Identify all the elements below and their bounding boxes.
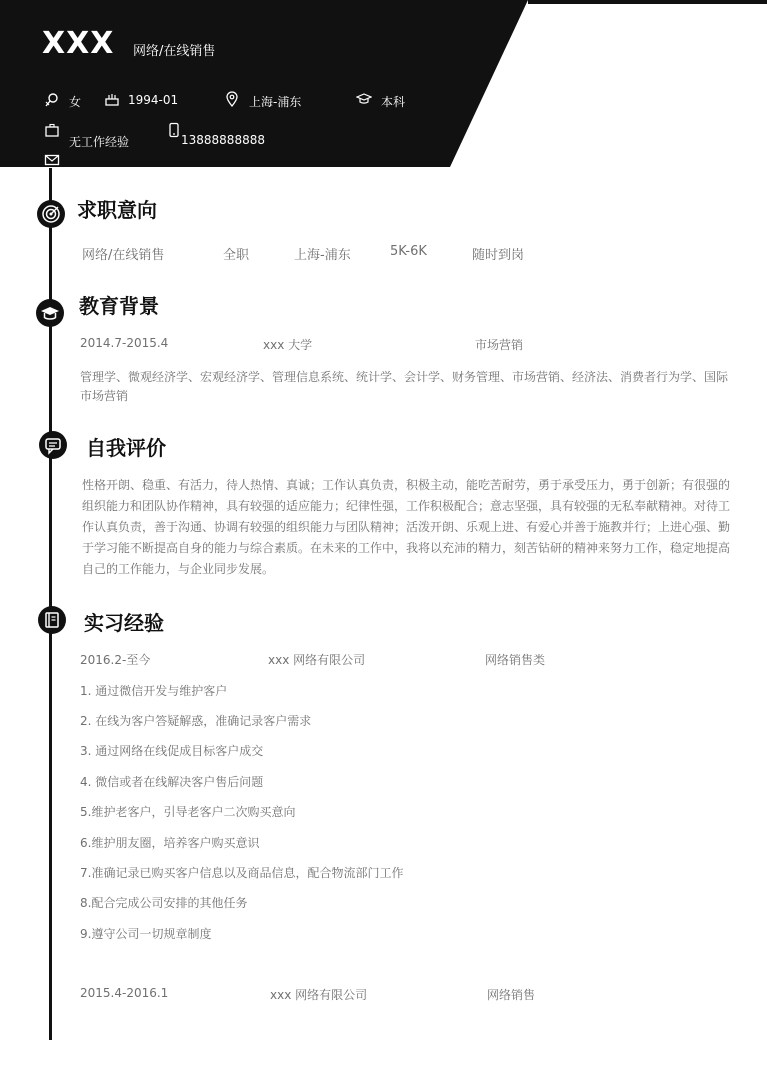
job1-duty-3: 3. 通过网络在线促成目标客户成交: [80, 744, 264, 758]
job1-role: 网络销售类: [485, 653, 546, 667]
job1-duty-2: 2. 在线为客户答疑解惑，准确记录客户需求: [80, 714, 312, 728]
self-eval-line-2: 组织能力和团队协作精神，具有较强的适应能力；纪律性强，工作积极配合；意志坚强，具有较强的无私奉献精神。对待工: [82, 499, 731, 513]
phone-icon: [166, 122, 182, 138]
job1-duty-6: 6.维护朋友圈，培养客户购买意识: [80, 836, 260, 850]
education-major: 市场营销: [475, 338, 524, 352]
gender-icon: [44, 92, 60, 108]
section-title-intent: 求职意向: [77, 198, 157, 222]
candidate-name: XXX: [42, 26, 115, 61]
job1-duty-9: 9.遵守公司一切规章制度: [80, 927, 212, 941]
self-eval-line-5: 自己的工作能力，与企业同步发展。: [82, 562, 275, 576]
experience-value: 无工作经验: [69, 135, 130, 149]
briefcase-icon: [44, 122, 60, 138]
self-eval-line-4: 于学习能不断提高自身的能力与综合素质。在未来的工作中，我将以充沛的精力，刻苦钻研的精神来努力工作，稳定地提高: [82, 541, 731, 555]
intent-salary: 5K-6K: [390, 244, 427, 259]
education-courses-line2: 市场营销: [80, 389, 129, 403]
job2-period: 2015.4-2016.1: [80, 986, 169, 1000]
birthday-cake-icon: [104, 91, 120, 107]
phone-value: 13888888888: [181, 133, 265, 147]
book-icon: [38, 606, 66, 634]
education-value: 本科: [381, 95, 406, 109]
education-courses-line1: 管理学、微观经济学、宏观经济学、管理信息系统、统计学、会计学、财务管理、市场营销、经济法、消费者行为学、国际: [80, 370, 729, 384]
comment-icon: [39, 431, 67, 459]
education-school: xxx 大学: [263, 338, 313, 352]
section-title-self-eval: 自我评价: [86, 436, 166, 460]
location-pin-icon: [224, 91, 240, 107]
job1-company: xxx 网络有限公司: [268, 653, 366, 667]
job2-role: 网络销售: [487, 988, 536, 1002]
intent-city: 上海-浦东: [294, 248, 351, 263]
location-value: 上海-浦东: [249, 95, 302, 109]
job1-duty-4: 4. 微信或者在线解决客户售后问题: [80, 775, 264, 789]
job1-duty-1: 1. 通过微信开发与维护客户: [80, 684, 228, 698]
graduation-cap-icon: [356, 91, 372, 107]
target-icon: [37, 200, 65, 228]
self-eval-line-1: 性格开朗、稳重、有活力，待人热情、真诚；工作认真负责，积极主动，能吃苦耐劳，勇于承受压力，勇于创新；有很强的: [82, 478, 731, 492]
birth-value: 1994-01: [128, 93, 179, 107]
self-eval-line-3: 作认真负责，善于沟通、协调有较强的组织能力与团队精神；活泼开朗、乐观上进、有爱心并善于施教并行；上进心强、勤: [82, 520, 731, 534]
intent-availability: 随时到岗: [472, 248, 525, 263]
section-title-internship: 实习经验: [84, 611, 164, 635]
intent-type: 全职: [223, 248, 250, 263]
education-period: 2014.7-2015.4: [80, 336, 169, 350]
job1-period: 2016.2-至今: [80, 653, 151, 667]
graduation-cap-section-icon: [36, 299, 64, 327]
mail-icon: [44, 152, 60, 168]
job1-duty-7: 7.准确记录已购买客户信息以及商品信息，配合物流部门工作: [80, 866, 404, 880]
job1-duty-8: 8.配合完成公司安排的其他任务: [80, 896, 248, 910]
intent-position: 网络/在线销售: [82, 248, 165, 263]
job1-duty-5: 5.维护老客户，引导老客户二次购买意向: [80, 805, 296, 819]
job2-company: xxx 网络有限公司: [270, 988, 368, 1002]
section-title-education: 教育背景: [79, 294, 159, 318]
job-title: 网络/在线销售: [133, 44, 216, 59]
gender-value: 女: [69, 95, 82, 109]
